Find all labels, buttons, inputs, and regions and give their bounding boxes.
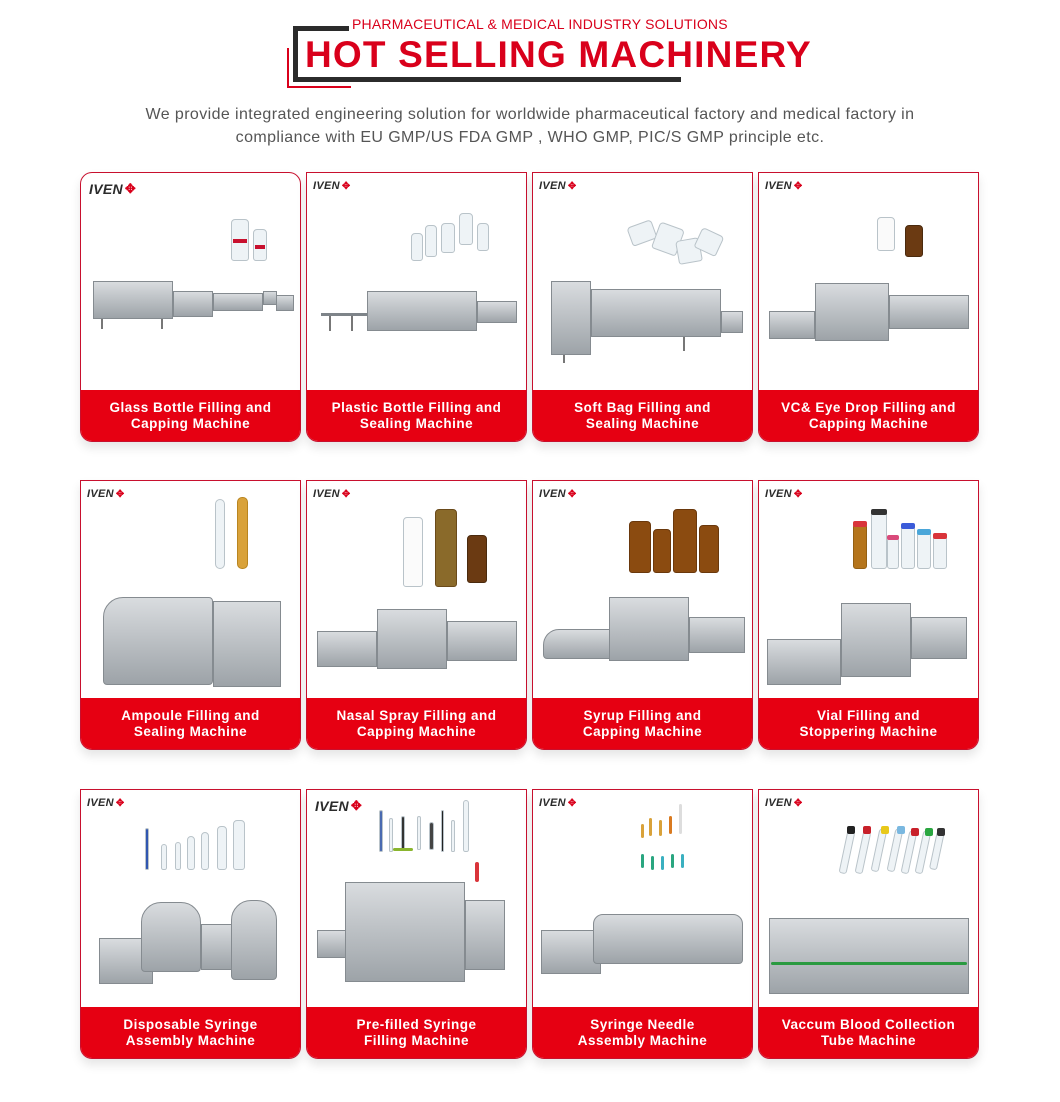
product-image-soft-bag: [533, 173, 752, 391]
product-title[interactable]: Vaccum Blood Collection Tube Machine: [759, 1007, 978, 1058]
product-title[interactable]: Vial Filling and Stoppering Machine: [759, 698, 978, 749]
product-card-disposable-syringe[interactable]: [80, 789, 301, 1059]
product-card-ampoule[interactable]: [80, 480, 301, 750]
product-card-glass-bottle[interactable]: [80, 172, 301, 442]
product-title[interactable]: Pre-filled Syringe Filling Machine: [307, 1007, 526, 1058]
iven-logo: IVEN ✥: [765, 180, 803, 192]
product-card-vial[interactable]: [758, 480, 979, 750]
product-title[interactable]: Plastic Bottle Filling and Sealing Machine: [307, 390, 526, 441]
product-card-syringe-needle[interactable]: [532, 789, 753, 1059]
product-image-vial: [759, 481, 978, 699]
diamond-cross-icon: ✥: [350, 798, 363, 813]
diamond-cross-icon: ✥: [793, 488, 803, 500]
iven-logo: IVEN ✥: [313, 180, 351, 192]
product-image-blood-collection-tube: [759, 790, 978, 1008]
product-image-syringe-needle: [533, 790, 752, 1008]
product-image-plastic-bottle: [307, 173, 526, 391]
product-title[interactable]: Syringe Needle Assembly Machine: [533, 1007, 752, 1058]
product-title[interactable]: Ampoule Filling and Sealing Machine: [81, 698, 300, 749]
iven-logo: IVEN ✥: [539, 488, 577, 500]
product-card-prefilled-syringe[interactable]: [306, 789, 527, 1059]
product-image-eye-drop: [759, 173, 978, 391]
iven-logo: IVEN ✥: [539, 180, 577, 192]
iven-logo: IVEN ✥: [765, 797, 803, 809]
product-image-nasal-spray: [307, 481, 526, 699]
product-card-nasal-spray[interactable]: [306, 480, 527, 750]
diamond-cross-icon: ✥: [567, 488, 577, 500]
iven-logo: IVEN ✥: [87, 488, 125, 500]
diamond-cross-icon: ✥: [341, 180, 351, 192]
product-card-blood-collection-tube[interactable]: [758, 789, 979, 1059]
product-card-soft-bag[interactable]: [532, 172, 753, 442]
product-image-ampoule: [81, 481, 300, 699]
section-header: [0, 0, 1060, 100]
iven-logo: IVEN ✥: [315, 798, 363, 814]
intro-line-2: compliance with EU GMP/US FDA GMP , WHO GMP, PIC/S GMP principle etc.: [235, 129, 825, 146]
diamond-cross-icon: ✥: [793, 797, 803, 809]
diamond-cross-icon: ✥: [567, 180, 577, 192]
diamond-cross-icon: ✥: [793, 180, 803, 192]
iven-logo: IVEN ✥: [539, 797, 577, 809]
product-image-glass-bottle: [81, 173, 300, 391]
intro-line-1: We provide integrated engineering solution for worldwide pharmaceutical factory and medical factory in: [145, 106, 915, 123]
product-image-syrup: [533, 481, 752, 699]
section-title: HOT SELLING MACHINERY: [305, 34, 818, 76]
diamond-cross-icon: ✥: [567, 797, 577, 809]
section-subtitle: PHARMACEUTICAL & MEDICAL INDUSTRY SOLUTIONS: [349, 16, 731, 32]
iven-logo: IVEN ✥: [313, 488, 351, 500]
product-image-prefilled-syringe: [307, 790, 526, 1008]
product-title[interactable]: VC& Eye Drop Filling and Capping Machine: [759, 390, 978, 441]
diamond-cross-icon: ✥: [341, 488, 351, 500]
product-card-eye-drop[interactable]: [758, 172, 979, 442]
product-title[interactable]: Nasal Spray Filling and Capping Machine: [307, 698, 526, 749]
product-card-plastic-bottle[interactable]: [306, 172, 527, 442]
product-image-disposable-syringe: [81, 790, 300, 1008]
diamond-cross-icon: ✥: [124, 181, 137, 196]
diamond-cross-icon: ✥: [115, 488, 125, 500]
section-intro: [80, 103, 980, 149]
product-title[interactable]: Disposable Syringe Assembly Machine: [81, 1007, 300, 1058]
product-card-syrup[interactable]: [532, 480, 753, 750]
product-title[interactable]: Soft Bag Filling and Sealing Machine: [533, 390, 752, 441]
iven-logo: IVEN ✥: [765, 488, 803, 500]
iven-logo: IVEN ✥: [89, 181, 137, 197]
iven-logo: IVEN ✥: [87, 797, 125, 809]
product-title[interactable]: Syrup Filling and Capping Machine: [533, 698, 752, 749]
diamond-cross-icon: ✥: [115, 797, 125, 809]
product-title[interactable]: Glass Bottle Filling and Capping Machine: [81, 390, 300, 441]
